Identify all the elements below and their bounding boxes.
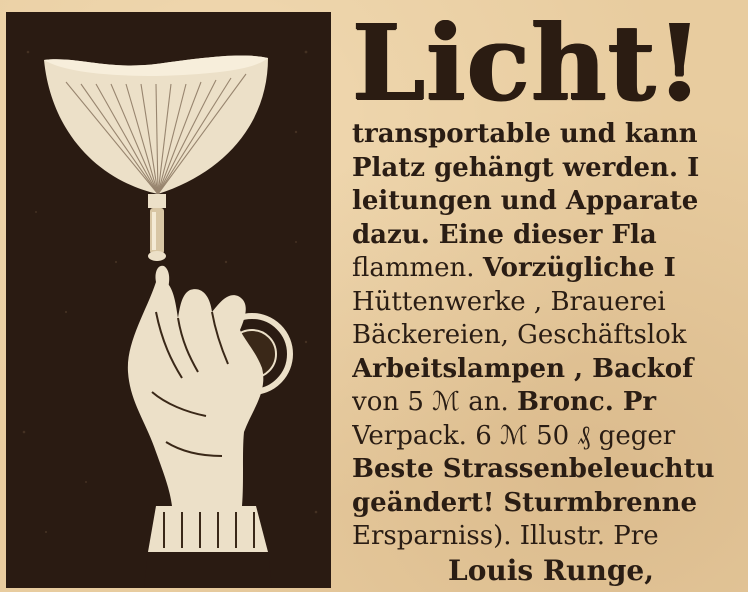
text-line-12: geändert! Sturmbrenne <box>352 487 698 518</box>
headline: Licht! <box>352 1 704 124</box>
text-line-11: Beste Strassenbeleuchtu <box>352 454 715 484</box>
text-line-3: leitungen und Apparate <box>352 186 699 216</box>
text-line-9-part-2: Bronc. Pr <box>517 387 657 417</box>
advertiser-signature: Louis Runge, <box>448 553 654 587</box>
lamp-woodcut-icon <box>6 12 331 588</box>
text-line-13: Ersparniss). Illustr. Pre <box>352 521 659 551</box>
hand-holding-lamp-illustration <box>6 12 331 588</box>
text-line-5 <box>352 252 748 286</box>
text-line-6: Hüttenwerke , Brauerei <box>352 286 666 317</box>
advertisement-body <box>352 118 748 592</box>
text-line-1: transportable und kann <box>352 119 698 149</box>
text-line-5-part-1: flammen. <box>352 253 483 283</box>
text-line-9 <box>352 386 748 420</box>
text-line-10: Verpack. 6 ℳ 50 ₰ geger <box>352 420 676 451</box>
text-line-4: dazu. Eine dieser Fla <box>352 219 657 250</box>
text-line-5-part-2: Vorzügliche I <box>482 253 676 283</box>
text-line-9-part-1: von 5 ℳ an. <box>352 387 518 417</box>
text-line-7: Bäckereien, Geschäftslok <box>352 320 687 350</box>
text-line-8: Arbeitslampen , Backof <box>352 353 694 384</box>
text-line-2: Platz gehängt werden. I <box>352 152 700 183</box>
